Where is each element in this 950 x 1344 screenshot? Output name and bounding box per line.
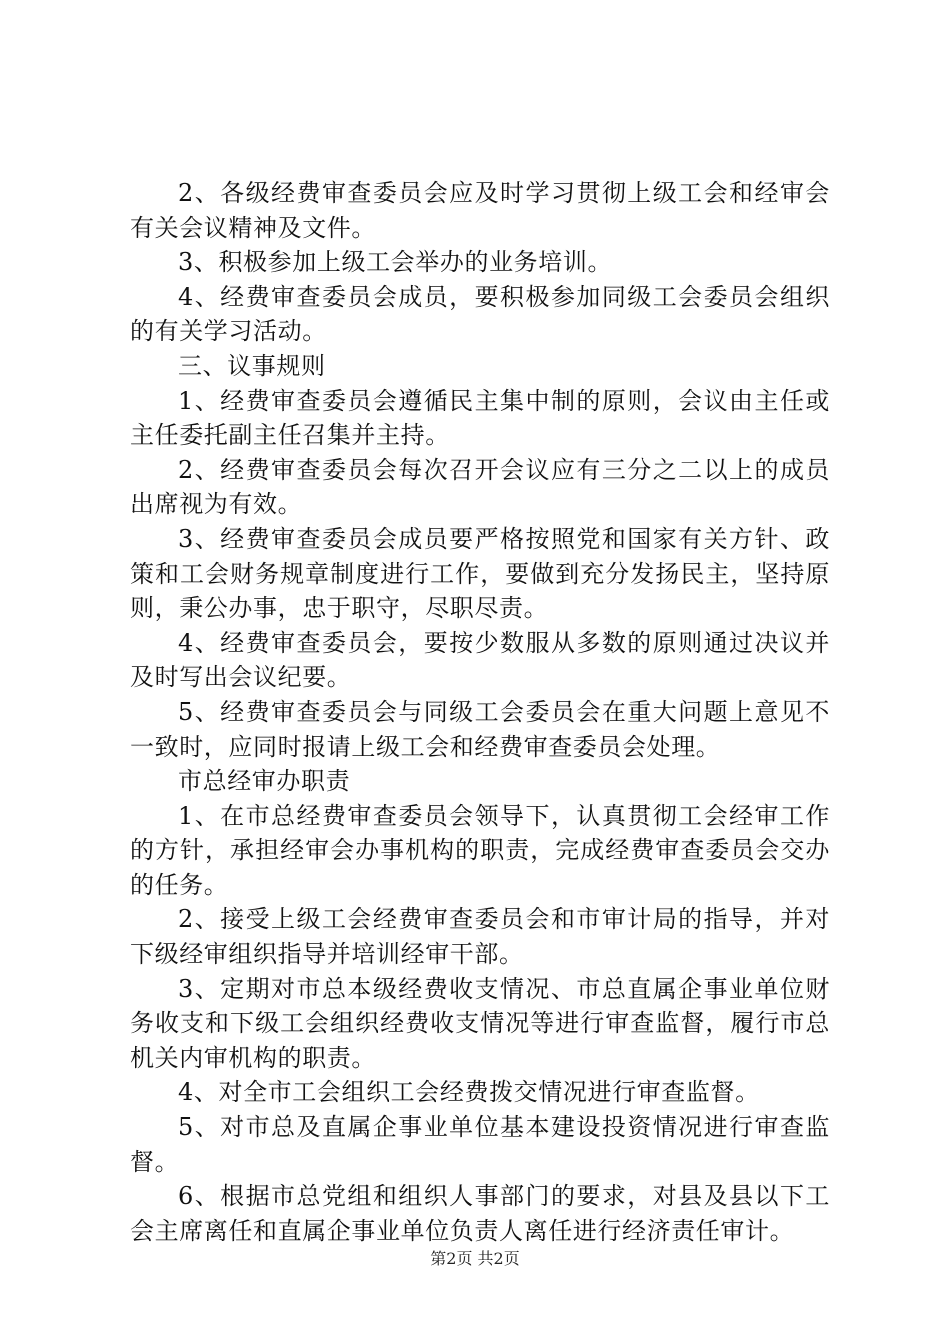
paragraph: 5、对市总及直属企事业单位基本建设投资情况进行审查监督。: [130, 1113, 830, 1176]
page-footer: 第2页 共2页: [430, 1249, 520, 1268]
section-heading: 三、议事规则: [178, 351, 326, 380]
document-body: [130, 176, 830, 1248]
paragraph: 4、经费审查委员会，要按少数服从多数的原则通过决议并及时写出会议纪要。: [130, 628, 830, 692]
section-heading: 市总经审办职责: [178, 767, 351, 796]
paragraph: 1、经费审查委员会遵循民主集中制的原则，会议由主任或主任委托副主任召集并主持。: [130, 386, 830, 450]
paragraph: 3、积极参加上级工会举办的业务培训。: [178, 248, 613, 277]
paragraph: 6、根据市总党组和组织人事部门的要求，对县及县以下工会主席离任和直属企事业单位负责人离任进行经济责任审计。: [130, 1182, 830, 1245]
paragraph: 3、经费审查委员会成员要严格按照党和国家有关方针、政策和工会财务规章制度进行工作，要做到充分发扬民主，坚持原则，秉公办事，忠于职守，尽职尽责。: [130, 524, 830, 623]
paragraph: 2、经费审查委员会每次召开会议应有三分之二以上的成员出席视为有效。: [130, 455, 830, 519]
paragraph: 2、各级经费审查委员会应及时学习贯彻上级工会和经审会有关会议精神及文件。: [130, 179, 830, 242]
paragraph: 3、定期对市总本级经费收支情况、市总直属企事业单位财务收支和下级工会组织经费收支情况等进行审查监督，履行市总机关内审机构的职责。: [130, 974, 830, 1072]
paragraph: 1、在市总经费审查委员会领导下，认真贯彻工会经审工作的方针，承担经审会办事机构的职责，完成经费审查委员会交办的任务。: [130, 801, 830, 899]
paragraph: 5、经费审查委员会与同级工会委员会在重大问题上意见不一致时，应同时报请上级工会和经费审查委员会处理。: [130, 697, 830, 761]
paragraph: 4、经费审查委员会成员，要积极参加同级工会委员会组织的有关学习活动。: [130, 282, 830, 346]
paragraph: 2、接受上级工会经费审查委员会和市审计局的指导，并对下级经审组织指导并培训经审干部。: [130, 905, 830, 969]
paragraph: 4、对全市工会组织工会经费拨交情况进行审查监督。: [178, 1078, 760, 1107]
